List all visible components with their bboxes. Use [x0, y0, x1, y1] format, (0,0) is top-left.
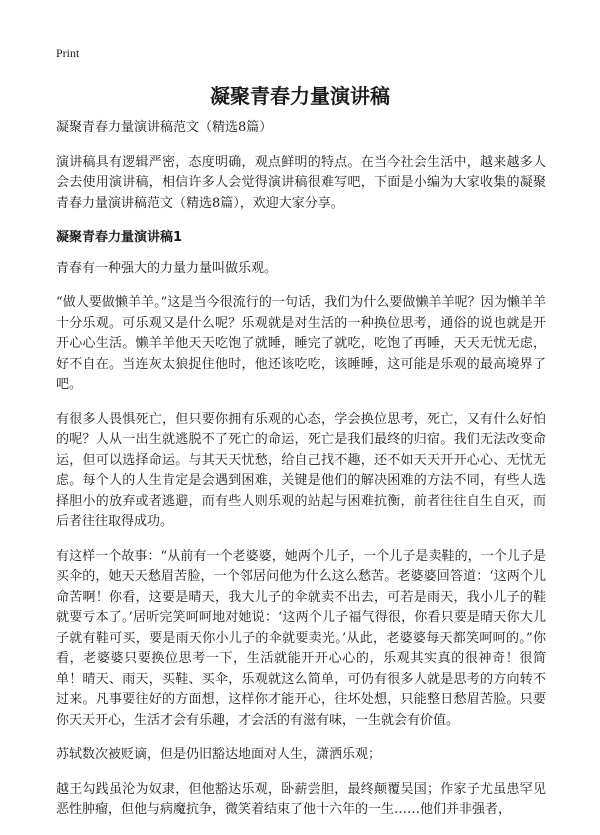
page-title: 凝聚青春力量演讲稿 [210, 84, 390, 108]
body-paragraph: 有很多人畏惧死亡，但只要你拥有乐观的心态，学会换位思考，死亡，又有什么好怕的呢？人从一出生就逃脱不了死亡的命运，死亡是我们最终的归宿。我们无法改变命运，但可以选择命运。与其天天忧愁，给自己找不趣，还不如天天开开心心、无忧无虑。每个人的人生肯定是会遇到困难，关键是他们的解决困难的方法不同，有些人选择胆小的放弃或者逃避，而有些人则乐观的站起与困难抗衡，前者往往自生自灭，而后者往往取得成功。 [56, 411, 546, 529]
document-subtitle: 凝聚青春力量演讲稿范文（精选8篇） [56, 120, 273, 135]
section-heading: 凝聚青春力量演讲稿1 [56, 230, 183, 245]
body-paragraph: “做人要做懒羊羊。”这是当今很流行的一句话，我们为什么要做懒羊羊呢？因为懒羊羊十分乐观。可乐观又是什么呢？乐观就是对生活的一种换位思考，通俗的说也就是开开心心生活。懒羊羊他天天吃饱了就睡，睡完了就吃，吃饱了再睡，天天无忧无虑，好不自在。当连灰太狼捉住他时，他还该吃吃，该睡睡，这可能是乐观的最高境界了吧。 [56, 295, 546, 392]
body-paragraph: 越王勾践虽沦为奴隶，但他豁达乐观，卧薪尝胆，最终颠覆吴国；作家子尤虽患罕见恶性肿瘤，但他与病魔抗争，微笑着结束了他十六年的一生……他们并非强者， [56, 781, 546, 817]
body-paragraph: 有这样一个故事：“从前有一个老婆婆，她两个儿子，一个儿子是卖鞋的，一个儿子是买伞的，她天天愁眉苦脸，一个邻居问他为什么这么愁苦。老婆婆回答道：‘这两个儿命苦啊！你看，这要是晴天，我大儿子的伞就卖不出去，可若是雨天，我小儿子的鞋就要亏本了。’居听完笑呵呵地对她说：‘这两个儿子福气得很，你看只要是晴天你大儿子就有鞋可买，要是雨天你小儿子的伞就要卖光。’从此，老婆婆每天都笑呵呵的。”你看，老婆婆只要换位思考一下，生活就能开开心心的，乐观其实真的很神奇！很简单！晴天、雨天，买鞋、买伞，乐观就这么简单，可仍有很多人就是思考的方向转不过来。凡事要往好的方面想，这样你才能开心，往坏处想，只能整日愁眉苦脸。只要你天天开心，生活才会有乐趣，才会活的有滋有味，一生就会有价值。 [56, 548, 546, 728]
body-paragraph: 青春有一种强大的力量力量叫做乐观。 [56, 260, 278, 276]
print-link[interactable]: Print [56, 46, 80, 60]
intro-paragraph: 演讲稿具有逻辑严密，态度明确，观点鲜明的特点。在当今社会生活中，越来越多人会去使用演讲稿，相信许多人会觉得演讲稿很难写吧，下面是小编为大家收集的凝聚青春力量演讲稿范文（精选8篇），欢迎大家分享。 [56, 154, 546, 211]
body-paragraph: 苏轼数次被贬谪，但是仍旧豁达地面对人生，潇洒乐观； [56, 747, 382, 762]
document-body [56, 118, 546, 835]
